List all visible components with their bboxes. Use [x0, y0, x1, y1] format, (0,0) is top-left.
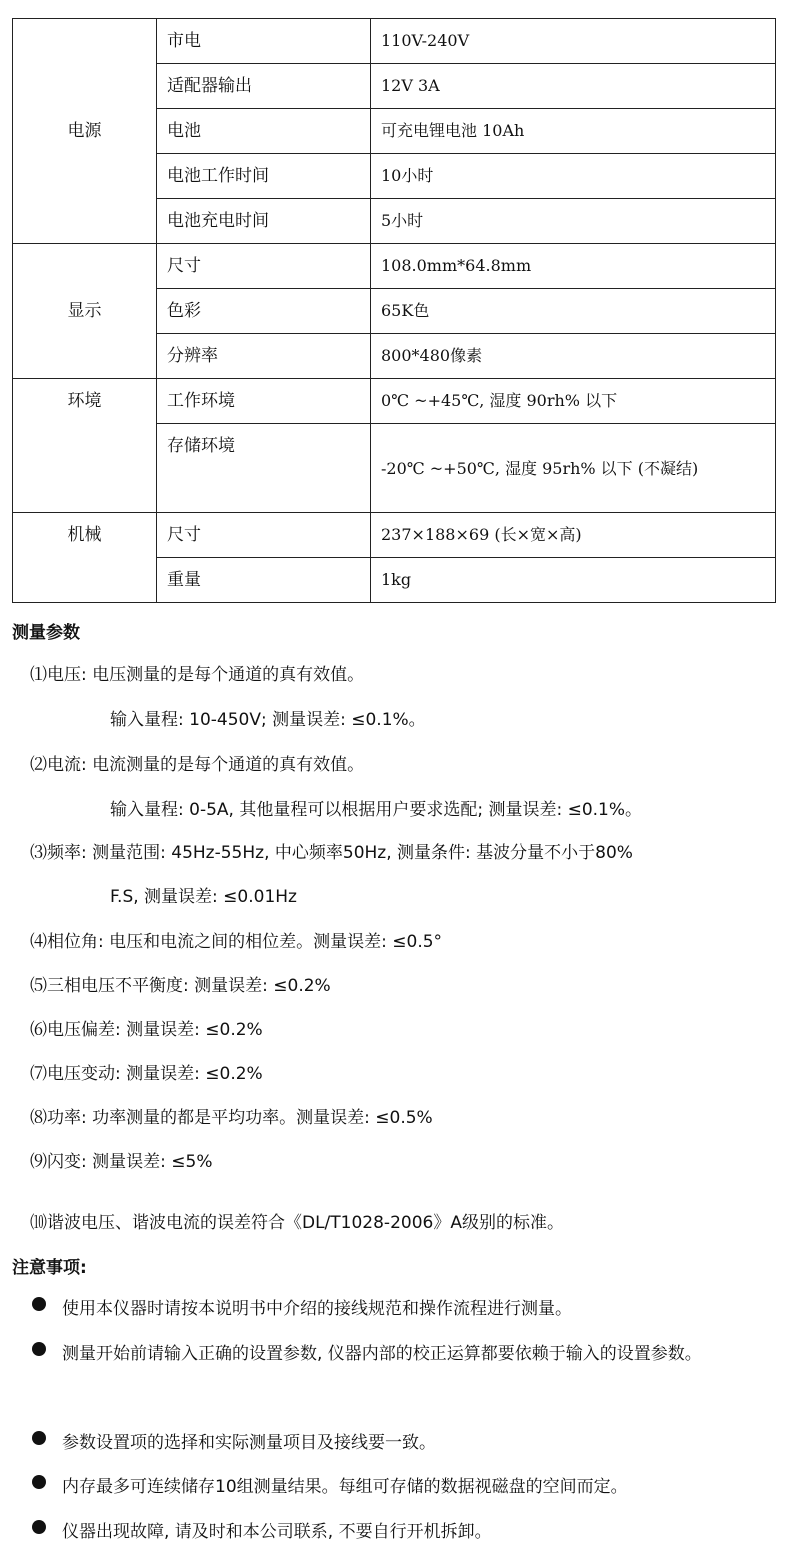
measurement-line: ⑺电压变动: 测量误差: ≤0.2% [30, 1064, 263, 1084]
spec-name: 存储环境 [157, 424, 371, 513]
list-item [32, 1421, 772, 1466]
measurement-line: ⑴电压: 电压测量的是每个通道的真有效值。 [30, 665, 365, 685]
measurement-line: 输入量程: 10-450V; 测量误差: ≤0.1%。 [110, 710, 426, 730]
spec-value: 800*480像素 [371, 334, 776, 379]
note-text: 内存最多可连续储存10组测量结果。每组可存储的数据视磁盘的空间而定。 [62, 1477, 628, 1497]
spec-name: 工作环境 [157, 379, 371, 424]
measurement-line: F.S, 测量误差: ≤0.01Hz [110, 887, 297, 907]
note-text: 使用本仪器时请按本说明书中介绍的接线规范和操作流程进行测量。 [62, 1299, 572, 1319]
measurement-line: ⑼闪变: 测量误差: ≤5% [30, 1152, 213, 1172]
spec-name: 市电 [157, 19, 371, 64]
spec-value: 10小时 [371, 154, 776, 199]
spec-value: 237×188×69 (长×宽×高) [371, 513, 776, 558]
category-display: 显示 [13, 244, 157, 379]
table-row [13, 513, 776, 558]
spec-name: 尺寸 [157, 513, 371, 558]
spec-table [12, 18, 776, 603]
category-power: 电源 [13, 19, 157, 244]
table-row [13, 19, 776, 64]
list-item [32, 1510, 772, 1555]
spec-value: 110V-240V [371, 19, 776, 64]
spec-name: 分辨率 [157, 334, 371, 379]
note-text: 测量开始前请输入正确的设置参数, 仪器内部的校正运算都要依赖于输入的设置参数。 [62, 1344, 702, 1364]
bullet-icon [32, 1342, 46, 1356]
spec-value: -20℃ ~+50℃, 湿度 95rh% 以下 (不凝结) [371, 424, 776, 513]
spec-name: 色彩 [157, 289, 371, 334]
measurement-title: 测量参数 [12, 623, 80, 643]
table-row [13, 379, 776, 424]
list-item [32, 1332, 772, 1377]
notes-title: 注意事项: [12, 1258, 87, 1278]
spec-value: 65K色 [371, 289, 776, 334]
spec-name: 适配器输出 [157, 64, 371, 109]
list-item [32, 1287, 772, 1332]
measurement-line: 输入量程: 0-5A, 其他量程可以根据用户要求选配; 测量误差: ≤0.1%。 [110, 800, 643, 820]
spec-value: 0℃ ~+45℃, 湿度 90rh% 以下 [371, 379, 776, 424]
spec-name: 电池工作时间 [157, 154, 371, 199]
measurement-line: ⑶频率: 测量范围: 45Hz-55Hz, 中心频率50Hz, 测量条件: 基波分量不小于80% [30, 843, 633, 863]
bullet-icon [32, 1297, 46, 1311]
category-environment: 环境 [13, 379, 157, 513]
measurement-line: ⑽谐波电压、谐波电流的误差符合《DL/T1028-2006》A级别的标准。 [30, 1213, 564, 1233]
spec-name: 电池 [157, 109, 371, 154]
table-row [13, 244, 776, 289]
measurement-line: ⑹电压偏差: 测量误差: ≤0.2% [30, 1020, 263, 1040]
measurement-line: ⑵电流: 电流测量的是每个通道的真有效值。 [30, 755, 365, 775]
bullet-icon [32, 1475, 46, 1489]
spec-name: 重量 [157, 558, 371, 603]
spec-value: 1kg [371, 558, 776, 603]
spec-name: 电池充电时间 [157, 199, 371, 244]
spec-value: 可充电锂电池 10Ah [371, 109, 776, 154]
bullet-icon [32, 1520, 46, 1534]
spec-value: 108.0mm*64.8mm [371, 244, 776, 289]
measurement-line: ⑻功率: 功率测量的都是平均功率。测量误差: ≤0.5% [30, 1108, 433, 1128]
spec-value: 5小时 [371, 199, 776, 244]
list-item [32, 1465, 772, 1510]
spec-value: 12V 3A [371, 64, 776, 109]
measurement-line: ⑷相位角: 电压和电流之间的相位差。测量误差: ≤0.5° [30, 932, 443, 952]
note-text: 仪器出现故障, 请及时和本公司联系, 不要自行开机拆卸。 [62, 1522, 492, 1542]
category-mechanical: 机械 [13, 513, 157, 603]
spec-name: 尺寸 [157, 244, 371, 289]
bullet-icon [32, 1431, 46, 1445]
measurement-line: ⑸三相电压不平衡度: 测量误差: ≤0.2% [30, 976, 331, 996]
note-text: 参数设置项的选择和实际测量项目及接线要一致。 [62, 1433, 436, 1453]
